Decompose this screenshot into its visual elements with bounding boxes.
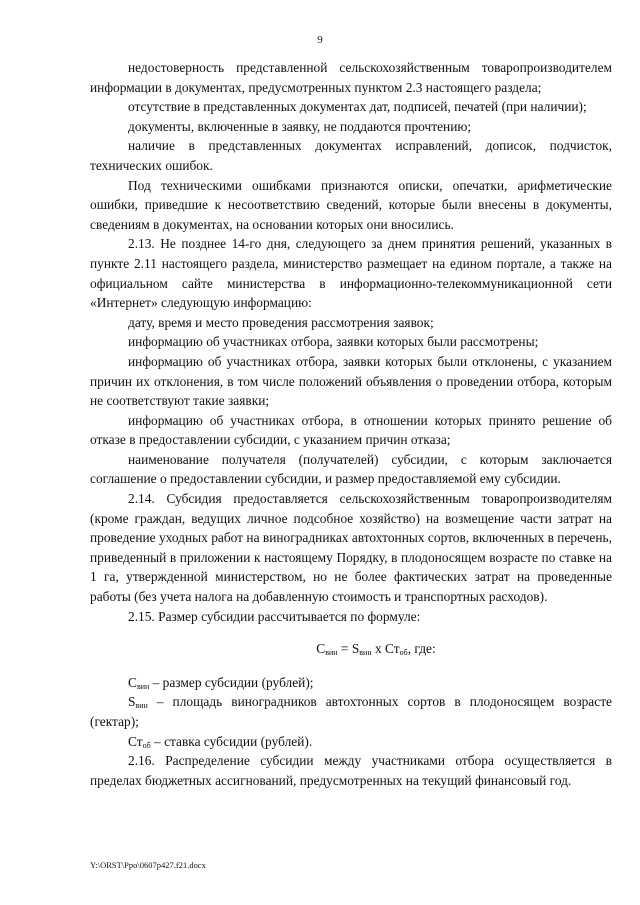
- definition-sub: об: [142, 740, 151, 750]
- definition-symbol: Ст: [128, 733, 143, 749]
- definition-symbol: S: [128, 694, 136, 710]
- definition-text: – площадь виноградников автохтонных сортов в плодоносящем возрасте (гектар);: [90, 694, 612, 729]
- paragraph: наличие в представленных документах исправлений, дописок, подчисток, технических ошибок.: [90, 138, 612, 173]
- paragraph: информацию об участниках отбора, заявки которых были рассмотрены;: [128, 334, 539, 350]
- definition: [90, 692, 612, 731]
- paragraph: 2.15. Размер субсидии рассчитывается по формуле:: [128, 608, 421, 624]
- footer-file-path: Y:\ORST\Ppo\0607p427.f21.docx: [90, 860, 206, 870]
- definition-text: – ставка субсидии (рублей).: [150, 733, 313, 749]
- paragraph: документы, включенные в заявку, не поддаются прочтению;: [128, 118, 472, 134]
- paragraph: информацию об участниках отбора, в отношении которых принято решение об отказе в предоставлении субсидии, с указанием причин отказа;: [90, 412, 612, 448]
- formula-tail: , где:: [407, 641, 436, 657]
- paragraph: отсутствие в представленных документах дат, подписей, печатей (при наличии);: [128, 99, 587, 115]
- definition-text: – размер субсидии (рублей);: [149, 674, 314, 690]
- formula-st: Ст: [385, 641, 400, 657]
- page-number: 9: [317, 34, 323, 46]
- paragraph: наименование получателя (получателей) субсидии, с которым заключается соглашение о предоставлении субсидии, и размер предоставляемой ему субсидии.: [90, 451, 612, 487]
- definition: [90, 673, 612, 693]
- definition-sub: вин: [135, 701, 148, 711]
- formula-c: С: [316, 641, 326, 657]
- paragraph: 2.14. Субсидия предоставляется сельскохозяйственным товаропроизводителям (кроме граждан, ведущих личное подсобное хозяйство) на возмещение части затрат на проведение уходных работ на виноградниках автохтонных сортов, включенных в перечень, приведенный в приложении к настоящему Порядку, в плодоносящем возрасте по ставке на 1 га, утвержденной министерством, но не более фактических затрат на проведенные работы (без учета налога на добавленную стоимость и транспортных расходов).: [90, 491, 612, 605]
- formula-c-sub: вин: [325, 648, 338, 658]
- formula-st-sub: об: [399, 648, 408, 658]
- subsidy-formula: [90, 639, 612, 659]
- formula-s-sub: вин: [359, 648, 372, 658]
- paragraph: дату, время и место проведения рассмотрения заявок;: [128, 314, 434, 330]
- formula-eq: =: [337, 641, 352, 657]
- formula-mult: х: [371, 641, 386, 657]
- formula-s: S: [351, 641, 360, 657]
- paragraph: 2.16. Распределение субсидии между участниками отбора осуществляется в пределах бюджетных ассигнований, предусмотренных на текущий финансовый год.: [90, 753, 612, 788]
- paragraph: информацию об участниках отбора, заявки которых были отклонены, с указанием причин их отклонения, в том числе положений объявления о проведении отбора, которым не соответствуют такие заявки;: [90, 353, 612, 409]
- paragraph: недостоверность представленной сельскохозяйственным товаропроизводителем информации в документах, предусмотренных пунктом 2.3 настоящего раздела;: [90, 60, 612, 95]
- paragraph: Под техническими ошибками признаются описки, опечатки, арифметические ошибки, приведшие к несоответствию сведений, которые были внесены в документы, сведениям в документах, на основании которых они вносились.: [90, 177, 612, 232]
- document-body: [90, 58, 612, 790]
- definition: [90, 732, 612, 752]
- definition-sub: вин: [136, 681, 150, 691]
- paragraph: 2.13. Не позднее 14-го дня, следующего за днем принятия решений, указанных в пункте 2.11 настоящего раздела, министерство размещает на едином портале, а также на официальном сайте министерства в информационно-телекоммуникационной сети «Интернет» следующую информацию:: [90, 236, 612, 311]
- definition-symbol: С: [128, 674, 137, 690]
